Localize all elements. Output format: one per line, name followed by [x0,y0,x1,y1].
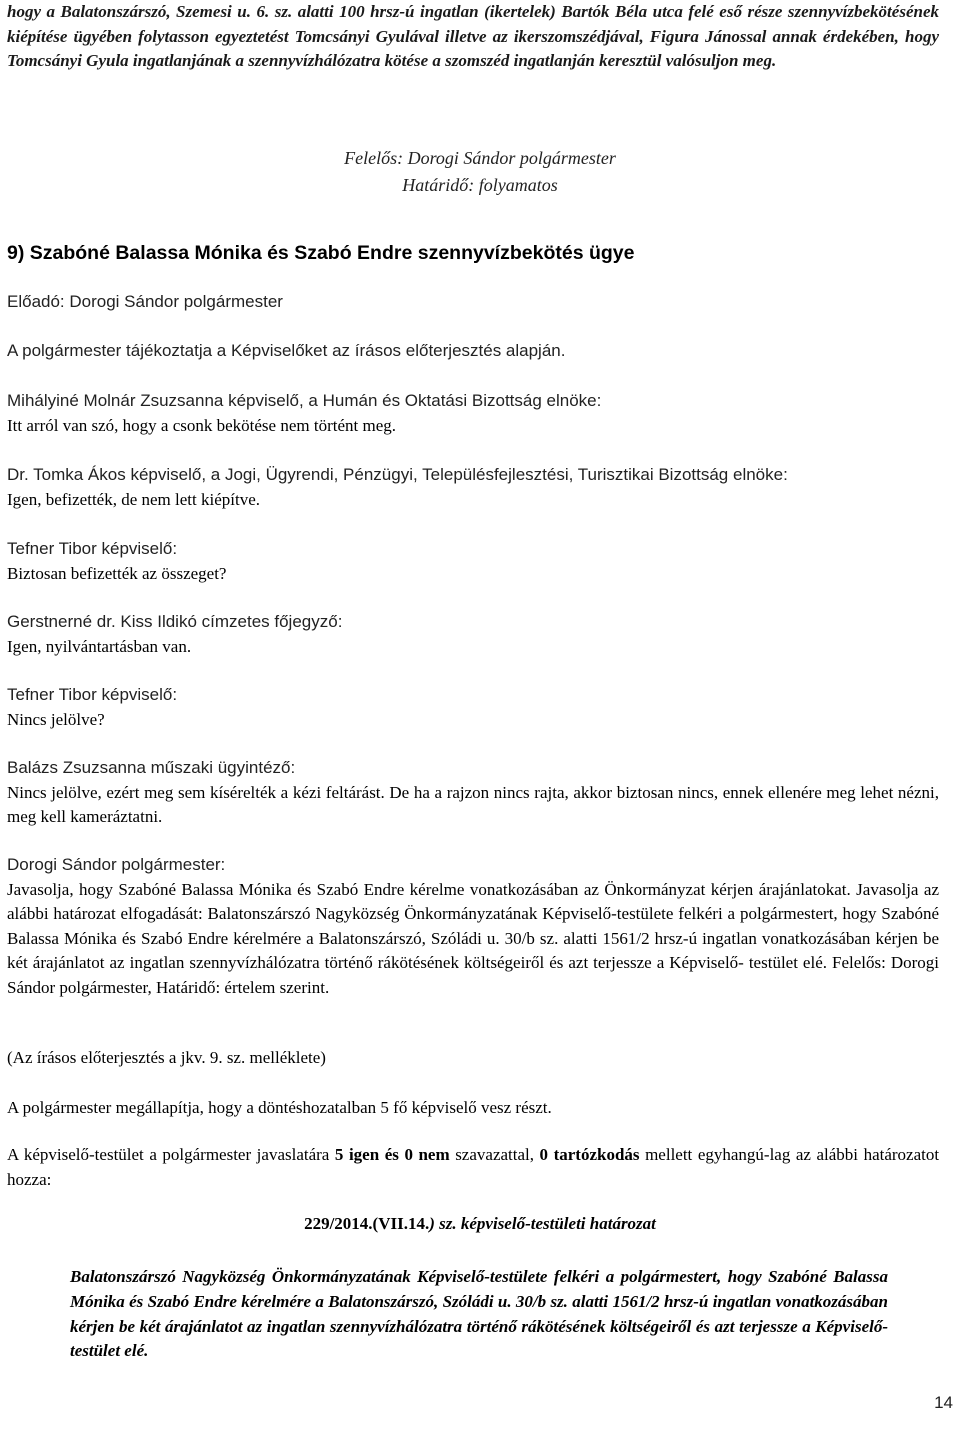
vote-prefix: A képviselő-testület a polgármester javaslatára [7,1145,330,1164]
speech-text: Itt arról van szó, hogy a csonk bekötése nem történt meg. [7,415,396,435]
speech-text: Igen, befizették, de nem lett kiépítve. [7,489,261,509]
intro-text: hogy a Balatonszárszó, Szemesi u. 6. sz. alatti 100 hrsz-ú ingatlan (ikertelek) Bartók Béla utca felé eső része szennyvízbekötésének kiépítése ügyében folytasson egyeztetést Tomcsányi Gyulával illetve az ikerszomszédjával, Figura Jánossal annak érdekében, hogy Tomcsányi Gyula ingatlanjának a szennyvízhálózatra kötése a szomszéd ingatlanján keresztül valósuljon meg. [7,2,939,70]
decision-number-rest: ) sz. képviselő-testületi határozat [429,1214,656,1233]
vote-sentence [7,1143,939,1192]
dialogue-entry [7,610,939,659]
responsibility-block [0,145,960,199]
speech-text: Nincs jelölve, ezért meg sem kísérelték a kézi feltárást. De ha a rajzon nincs rajta, akkor biztosan nincs, ennek ellenére meg lehet nézni, meg kell kameráztatni. [7,782,939,826]
quorum-text: A polgármester megállapítja, hogy a döntéshozatalban 5 fő képviselő vesz részt. [7,1098,552,1117]
vote-yes: 5 igen [334,1145,380,1164]
vote-block [7,1143,939,1192]
attachment-note-block [7,1046,939,1071]
speech-text: Biztosan befizették az összeget? [7,563,227,583]
speaker-label: Dr. Tomka Ákos képviselő, a Jogi, Ügyrendi, Pénzügyi, Településfejlesztési, Turisztikai Bizottság elnöke: [7,465,788,484]
page-number: 14 [934,1393,953,1412]
dialogue-entry [7,389,939,438]
vote-middle: szavazattal, [455,1145,534,1164]
speech-text: Igen, nyilvántartásban van. [7,636,192,656]
intro-paragraph [7,0,939,74]
speaker-label: Mihályiné Molnár Zsuzsanna képviselő, a Humán és Oktatási Bizottság elnöke: [7,391,602,410]
presenter-block [7,290,939,315]
agenda-item-title: 9) Szabóné Balassa Mónika és Szabó Endre szennyvízbekötés ügye [7,242,635,264]
quorum-block [7,1096,939,1121]
speech-text: Javasolja, hogy Szabóné Balassa Mónika és Szabó Endre kérelme vonatkozásában az Önkormányzat kérjen árajánlatokat. Javasolja az alábbi határozat elfogadását: Balatonszárszó Nagyközség Önkormányzatának Képviselő-testülete felkéri a polgármestert, hogy Szabóné Balassa Mónika és Szabó Endre kérelmére a Balatonszárszó, Szóládi u. 30/b sz. alatti 1561/2 hrsz-ú ingatlan vonatkozásában kérjen be két árajánlatot az ingatlan szennyvízhálózatra történő rákötésének költségeiről és azt terjessze a Képviselő- testület elé. Felelős: Dorogi Sándor polgármester, Határidő: értelem szerint. [7,879,939,997]
dialogue-entry [7,853,939,1000]
dialogue-entry [7,463,939,512]
speaker-label: Tefner Tibor képviselő: [7,539,178,558]
dialogue-entry [7,756,939,830]
attachment-note: (Az írásos előterjesztés a jkv. 9. sz. melléklete) [7,1048,326,1067]
vote-no: 0 nem [404,1145,450,1164]
dialogue-entry [7,683,939,732]
decision-text: Balatonszárszó Nagyközség Önkormányzatának Képviselő-testülete felkéri a polgármestert, hogy Szabóné Balassa Mónika és Szabó Endre kérelmére a Balatonszárszó, Szóládi u. 30/b sz. alatti 1561/2 hrsz-ú ingatlan vonatkozásában kérjen be két árajánlatot az ingatlan szennyvízhálózatra történő rákötésének költségeiről és azt terjessze a Képviselő- testület elé. [70,1267,888,1361]
decision-number [0,1212,960,1236]
vote-suffix: mellett egyhangú-lag az alábbi határozatot hozza: [7,1145,940,1189]
vote-abstain: 0 tartózkodás [539,1145,640,1164]
speaker-label: Balázs Zsuzsanna műszaki ügyintéző: [7,758,296,777]
briefing-line: A polgármester tájékoztatja a Képviselőket az írásos előterjesztés alapján. [7,341,566,360]
deadline-line: Határidő: folyamatos [402,175,558,195]
speaker-label: Gerstnerné dr. Kiss Ildikó címzetes főjegyző: [7,612,343,631]
speech-text: Nincs jelölve? [7,709,105,729]
decision-number-bold: 229/2014.(VII.14. [304,1214,430,1233]
responsible-line: Felelős: Dorogi Sándor polgármester [344,148,616,168]
speaker-label: Dorogi Sándor polgármester: [7,855,226,874]
briefing-block [7,339,939,364]
speaker-label: Tefner Tibor képviselő: [7,685,178,704]
vote-and: és [384,1145,399,1164]
dialogue-entry [7,537,939,586]
presenter-line: Előadó: Dorogi Sándor polgármester [7,292,283,311]
